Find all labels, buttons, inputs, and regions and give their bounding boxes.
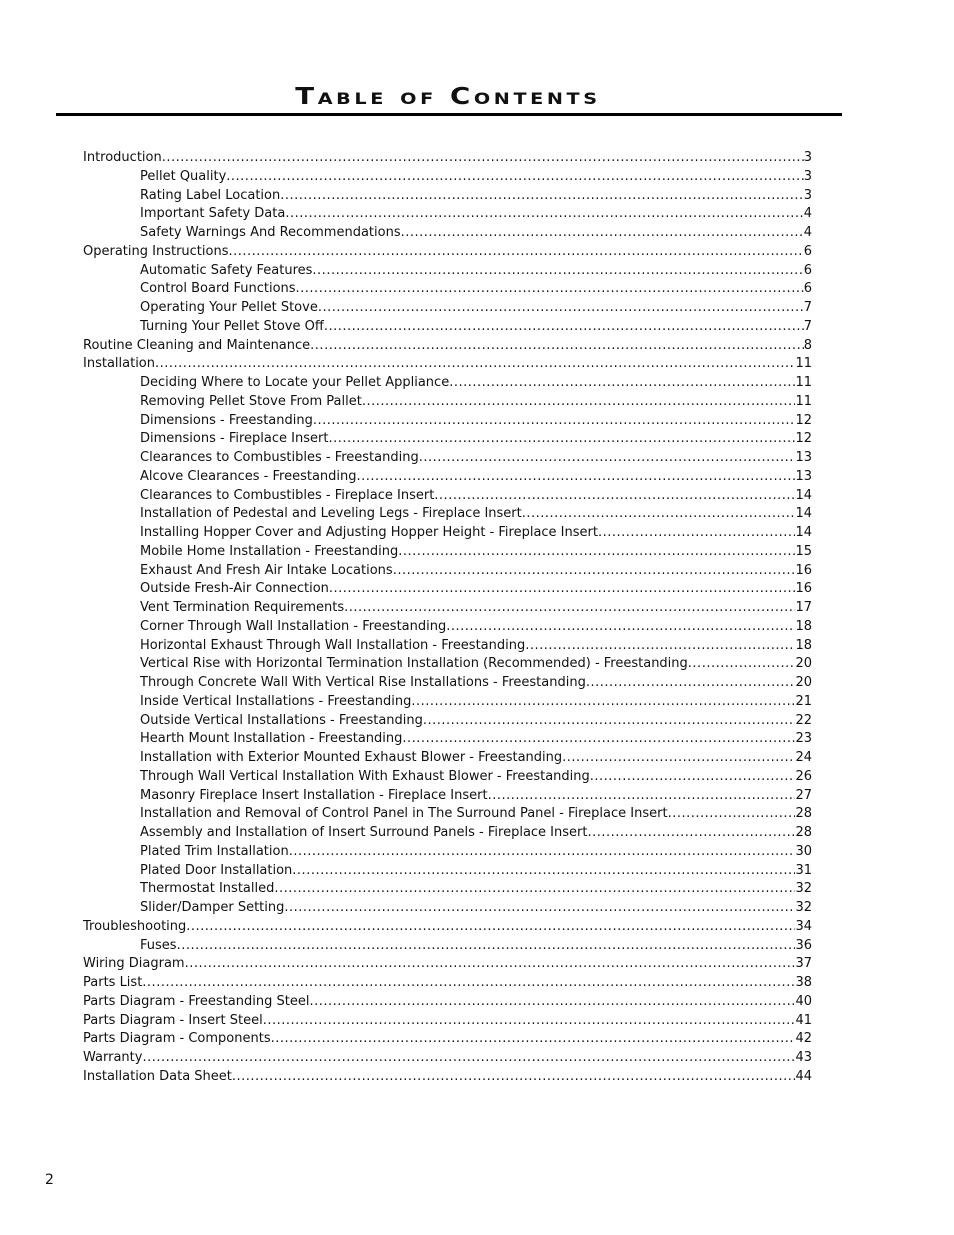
toc-entry-page: 40	[795, 993, 812, 1009]
toc-entry[interactable]	[83, 487, 812, 506]
toc-dot-leader	[446, 618, 795, 637]
toc-entry[interactable]	[83, 937, 812, 956]
toc-dot-leader	[668, 805, 796, 824]
toc-dot-leader	[488, 787, 796, 806]
toc-entry-page: 32	[795, 881, 812, 897]
toc-entry[interactable]	[83, 412, 812, 431]
toc-entry[interactable]	[83, 430, 812, 449]
toc-entry-label: Outside Vertical Installations - Freestanding	[140, 712, 423, 728]
toc-entry[interactable]	[83, 918, 812, 937]
toc-entry-label: Control Board Functions	[140, 281, 296, 297]
toc-dot-leader	[177, 937, 796, 956]
toc-entry-page: 21	[795, 693, 812, 709]
toc-entry[interactable]	[83, 337, 812, 356]
toc-entry-label: Masonry Fireplace Insert Installation - Fireplace Insert	[140, 787, 488, 803]
toc-dot-leader	[598, 524, 795, 543]
toc-entry-page: 18	[795, 637, 812, 653]
toc-entry-page: 11	[795, 393, 812, 409]
toc-entry[interactable]	[83, 1068, 812, 1087]
toc-entry-label: Plated Door Installation	[140, 862, 293, 878]
toc-entry[interactable]	[83, 749, 812, 768]
toc-entry-label: Wiring Diagram	[83, 956, 185, 972]
toc-entry[interactable]	[83, 187, 812, 206]
toc-entry[interactable]	[83, 1049, 812, 1068]
toc-entry[interactable]	[83, 730, 812, 749]
toc-entry-page: 3	[803, 150, 812, 165]
toc-entry[interactable]	[83, 318, 812, 337]
toc-entry-page: 7	[803, 318, 812, 334]
toc-entry[interactable]	[83, 1030, 812, 1049]
toc-entry-label: Mobile Home Installation - Freestanding	[140, 543, 399, 559]
toc-entry[interactable]	[83, 768, 812, 787]
toc-entry-label: Fuses	[140, 937, 177, 953]
toc-entry-page: 42	[795, 1031, 812, 1047]
toc-entry[interactable]	[83, 374, 812, 393]
toc-entry-label: Thermostat Installed	[140, 881, 275, 897]
toc-dot-leader	[324, 318, 804, 337]
toc-entry[interactable]	[83, 862, 812, 881]
toc-entry-label: Installing Hopper Cover and Adjusting Hopper Height - Fireplace Insert	[140, 525, 598, 540]
toc-entry[interactable]	[83, 880, 812, 899]
toc-entry-label: Horizontal Exhaust Through Wall Installation - Freestanding	[140, 637, 526, 653]
toc-entry-page: 16	[795, 562, 812, 578]
toc-entry-label: Pellet Quality	[140, 168, 227, 184]
toc-entry-page: 23	[795, 731, 812, 747]
toc-entry[interactable]	[83, 280, 812, 299]
table-of-contents	[83, 149, 812, 1087]
toc-entry-page: 11	[795, 356, 812, 372]
toc-dot-leader	[398, 543, 795, 562]
toc-entry[interactable]	[83, 505, 812, 524]
toc-entry-page: 7	[803, 300, 812, 315]
toc-entry[interactable]	[83, 712, 812, 731]
toc-entry[interactable]	[83, 637, 812, 656]
toc-entry-label: Outside Fresh-Air Connection	[140, 581, 329, 597]
toc-entry[interactable]	[83, 787, 812, 806]
toc-entry-label: Parts Diagram - Insert Steel	[83, 1012, 263, 1028]
toc-entry-page: 18	[795, 618, 812, 634]
toc-entry-label: Operating Your Pellet Stove	[140, 300, 318, 315]
toc-entry-page: 3	[803, 187, 812, 203]
toc-dot-leader	[142, 1049, 795, 1068]
toc-entry[interactable]	[83, 562, 812, 581]
toc-dot-leader	[285, 205, 803, 224]
toc-entry-label: Important Safety Data	[140, 206, 286, 222]
toc-entry-label: Alcove Clearances - Freestanding	[140, 468, 357, 484]
toc-entry[interactable]	[83, 205, 812, 224]
toc-entry-label: Safety Warnings And Recommendations	[140, 225, 401, 240]
toc-entry-label: Routine Cleaning and Maintenance	[83, 337, 311, 353]
toc-entry-label: Slider/Damper Setting	[140, 900, 285, 915]
toc-entry[interactable]	[83, 974, 812, 993]
toc-dot-leader	[329, 580, 796, 599]
toc-entry-page: 11	[795, 375, 812, 390]
toc-entry-label: Parts Diagram - Components	[83, 1031, 271, 1047]
toc-entry-page: 22	[795, 712, 812, 728]
toc-entry-label: Through Wall Vertical Installation With Exhaust Blower - Freestanding	[140, 768, 590, 784]
toc-entry-page: 36	[795, 937, 812, 953]
toc-entry-label: Dimensions - Freestanding	[140, 412, 313, 428]
toc-entry-page: 15	[795, 543, 812, 559]
toc-entry-page: 13	[795, 450, 812, 465]
toc-entry-label: Installation of Pedestal and Leveling Legs - Fireplace Insert	[140, 506, 522, 522]
toc-entry[interactable]	[83, 149, 812, 168]
toc-entry-page: 4	[803, 225, 812, 240]
toc-entry-label: Warranty	[83, 1050, 143, 1065]
toc-entry-label: Dimensions - Fireplace Insert	[140, 431, 329, 447]
toc-entry[interactable]	[83, 955, 812, 974]
toc-entry-label: Vertical Rise with Horizontal Termination Installation (Recommended) - Freestanding	[140, 656, 688, 672]
toc-entry-label: Introduction	[83, 150, 162, 165]
toc-dot-leader	[423, 712, 796, 731]
title-divider	[56, 113, 842, 116]
toc-entry-page: 14	[795, 525, 812, 540]
toc-dot-leader	[587, 824, 795, 843]
toc-entry[interactable]	[83, 993, 812, 1012]
toc-entry[interactable]	[83, 899, 812, 918]
toc-entry-page: 26	[795, 768, 812, 784]
toc-entry-page: 14	[795, 506, 812, 522]
toc-entry-label: Assembly and Installation of Insert Surround Panels - Fireplace Insert	[140, 825, 588, 840]
toc-entry[interactable]	[83, 243, 812, 262]
toc-entry-page: 8	[803, 337, 812, 353]
toc-entry-page: 30	[795, 843, 812, 859]
toc-entry-label: Installation and Removal of Control Panel in The Surround Panel - Fireplace Insert	[140, 806, 668, 822]
toc-dot-leader	[263, 1012, 796, 1031]
toc-entry-label: Clearances to Combustibles - Fireplace Insert	[140, 487, 435, 503]
toc-entry-label: Operating Instructions	[83, 243, 229, 259]
toc-dot-leader	[226, 168, 803, 187]
toc-entry-label: Hearth Mount Installation - Freestanding	[140, 731, 403, 747]
toc-entry[interactable]	[83, 843, 812, 862]
toc-entry-label: Installation	[83, 356, 156, 372]
toc-dot-leader	[525, 637, 795, 656]
toc-dot-leader	[296, 280, 804, 299]
toc-entry[interactable]	[83, 1012, 812, 1031]
toc-entry[interactable]	[83, 355, 812, 374]
toc-entry[interactable]	[83, 524, 812, 543]
toc-entry-page: 34	[795, 918, 812, 934]
toc-entry[interactable]	[83, 805, 812, 824]
toc-dot-leader	[284, 899, 795, 918]
toc-dot-leader	[292, 862, 795, 881]
toc-entry-page: 12	[795, 412, 812, 428]
toc-dot-leader	[522, 505, 796, 524]
toc-entry[interactable]	[83, 674, 812, 693]
toc-entry-label: Installation Data Sheet	[83, 1068, 232, 1084]
toc-dot-leader	[688, 655, 796, 674]
toc-dot-leader	[362, 393, 796, 412]
toc-entry-page: 6	[803, 281, 812, 297]
toc-entry-page: 12	[795, 431, 812, 447]
toc-entry-page: 16	[795, 581, 812, 597]
toc-entry-label: Through Concrete Wall With Vertical Rise Installations - Freestanding	[140, 675, 586, 690]
toc-entry-label: Parts Diagram - Freestanding Steel	[83, 993, 310, 1009]
toc-dot-leader	[318, 299, 804, 318]
toc-entry-label: Turning Your Pellet Stove Off	[140, 318, 324, 334]
toc-entry-page: 44	[795, 1068, 812, 1084]
toc-entry-page: 28	[795, 806, 812, 822]
toc-entry-page: 32	[795, 900, 812, 915]
toc-dot-leader	[328, 430, 795, 449]
toc-dot-leader	[313, 412, 796, 431]
toc-dot-leader	[274, 880, 795, 899]
toc-entry[interactable]	[83, 262, 812, 281]
toc-dot-leader	[312, 262, 803, 281]
toc-dot-leader	[309, 993, 795, 1012]
toc-entry-label: Parts List	[83, 975, 143, 990]
toc-dot-leader	[590, 768, 796, 787]
toc-entry-label: Corner Through Wall Installation - Freestanding	[140, 618, 447, 634]
toc-entry[interactable]	[83, 393, 812, 412]
toc-entry-page: 28	[795, 825, 812, 840]
toc-entry-page: 24	[795, 750, 812, 765]
toc-dot-leader	[142, 974, 795, 993]
toc-dot-leader	[393, 562, 796, 581]
toc-entry-page: 6	[803, 243, 812, 259]
toc-entry-page: 6	[803, 262, 812, 278]
toc-entry[interactable]	[83, 543, 812, 562]
toc-entry-page: 17	[795, 600, 812, 615]
toc-entry[interactable]	[83, 693, 812, 712]
toc-dot-leader	[562, 749, 795, 768]
toc-entry[interactable]	[83, 224, 812, 243]
toc-dot-leader	[310, 337, 804, 356]
toc-dot-leader	[449, 374, 795, 393]
toc-entry-label: Installation with Exterior Mounted Exhaust Blower - Freestanding	[140, 750, 563, 765]
toc-dot-leader	[434, 487, 795, 506]
toc-entry-page: 20	[795, 675, 812, 690]
toc-dot-leader	[232, 1068, 796, 1087]
toc-dot-leader	[228, 243, 803, 262]
toc-entry-page: 31	[795, 862, 812, 878]
toc-dot-leader	[402, 730, 795, 749]
toc-entry-label: Clearances to Combustibles - Freestanding	[140, 450, 419, 465]
toc-dot-leader	[357, 468, 796, 487]
toc-entry-label: Removing Pellet Stove From Pallet	[140, 393, 362, 409]
toc-entry[interactable]	[83, 468, 812, 487]
toc-dot-leader	[411, 693, 795, 712]
toc-entry-page: 4	[803, 206, 812, 222]
page-title: Table of Contents	[295, 84, 601, 110]
toc-dot-leader	[185, 955, 796, 974]
toc-entry[interactable]	[83, 824, 812, 843]
toc-dot-leader	[401, 224, 804, 243]
toc-entry-label: Deciding Where to Locate your Pellet Appliance	[140, 375, 450, 390]
toc-dot-leader	[162, 149, 804, 168]
toc-entry-label: Vent Termination Requirements	[140, 600, 345, 615]
toc-dot-leader	[280, 187, 803, 206]
toc-entry-page: 20	[795, 656, 812, 672]
toc-entry-label: Plated Trim Installation	[140, 843, 289, 859]
toc-entry[interactable]	[83, 168, 812, 187]
toc-entry-page: 43	[795, 1050, 812, 1065]
toc-entry-page: 41	[795, 1012, 812, 1028]
toc-entry-page: 27	[795, 787, 812, 803]
toc-entry[interactable]	[83, 618, 812, 637]
toc-dot-leader	[586, 674, 796, 693]
toc-entry[interactable]	[83, 299, 812, 318]
toc-dot-leader	[271, 1030, 796, 1049]
toc-entry[interactable]	[83, 655, 812, 674]
toc-dot-leader	[186, 918, 795, 937]
toc-entry-label: Troubleshooting	[83, 918, 187, 934]
toc-entry[interactable]	[83, 449, 812, 468]
toc-entry-label: Inside Vertical Installations - Freestanding	[140, 693, 412, 709]
page-number: 2	[45, 1172, 54, 1188]
toc-entry-label: Exhaust And Fresh Air Intake Locations	[140, 562, 393, 578]
toc-entry-page: 14	[795, 487, 812, 503]
toc-entry[interactable]	[83, 580, 812, 599]
toc-dot-leader	[419, 449, 796, 468]
toc-dot-leader	[289, 843, 796, 862]
toc-entry[interactable]	[83, 599, 812, 618]
toc-dot-leader	[344, 599, 795, 618]
toc-dot-leader	[155, 355, 795, 374]
toc-entry-label: Rating Label Location	[140, 187, 281, 203]
toc-entry-page: 37	[795, 956, 812, 972]
toc-entry-label: Automatic Safety Features	[140, 262, 313, 278]
toc-entry-page: 38	[795, 975, 812, 990]
toc-entry-page: 13	[795, 468, 812, 484]
toc-entry-page: 3	[803, 168, 812, 184]
